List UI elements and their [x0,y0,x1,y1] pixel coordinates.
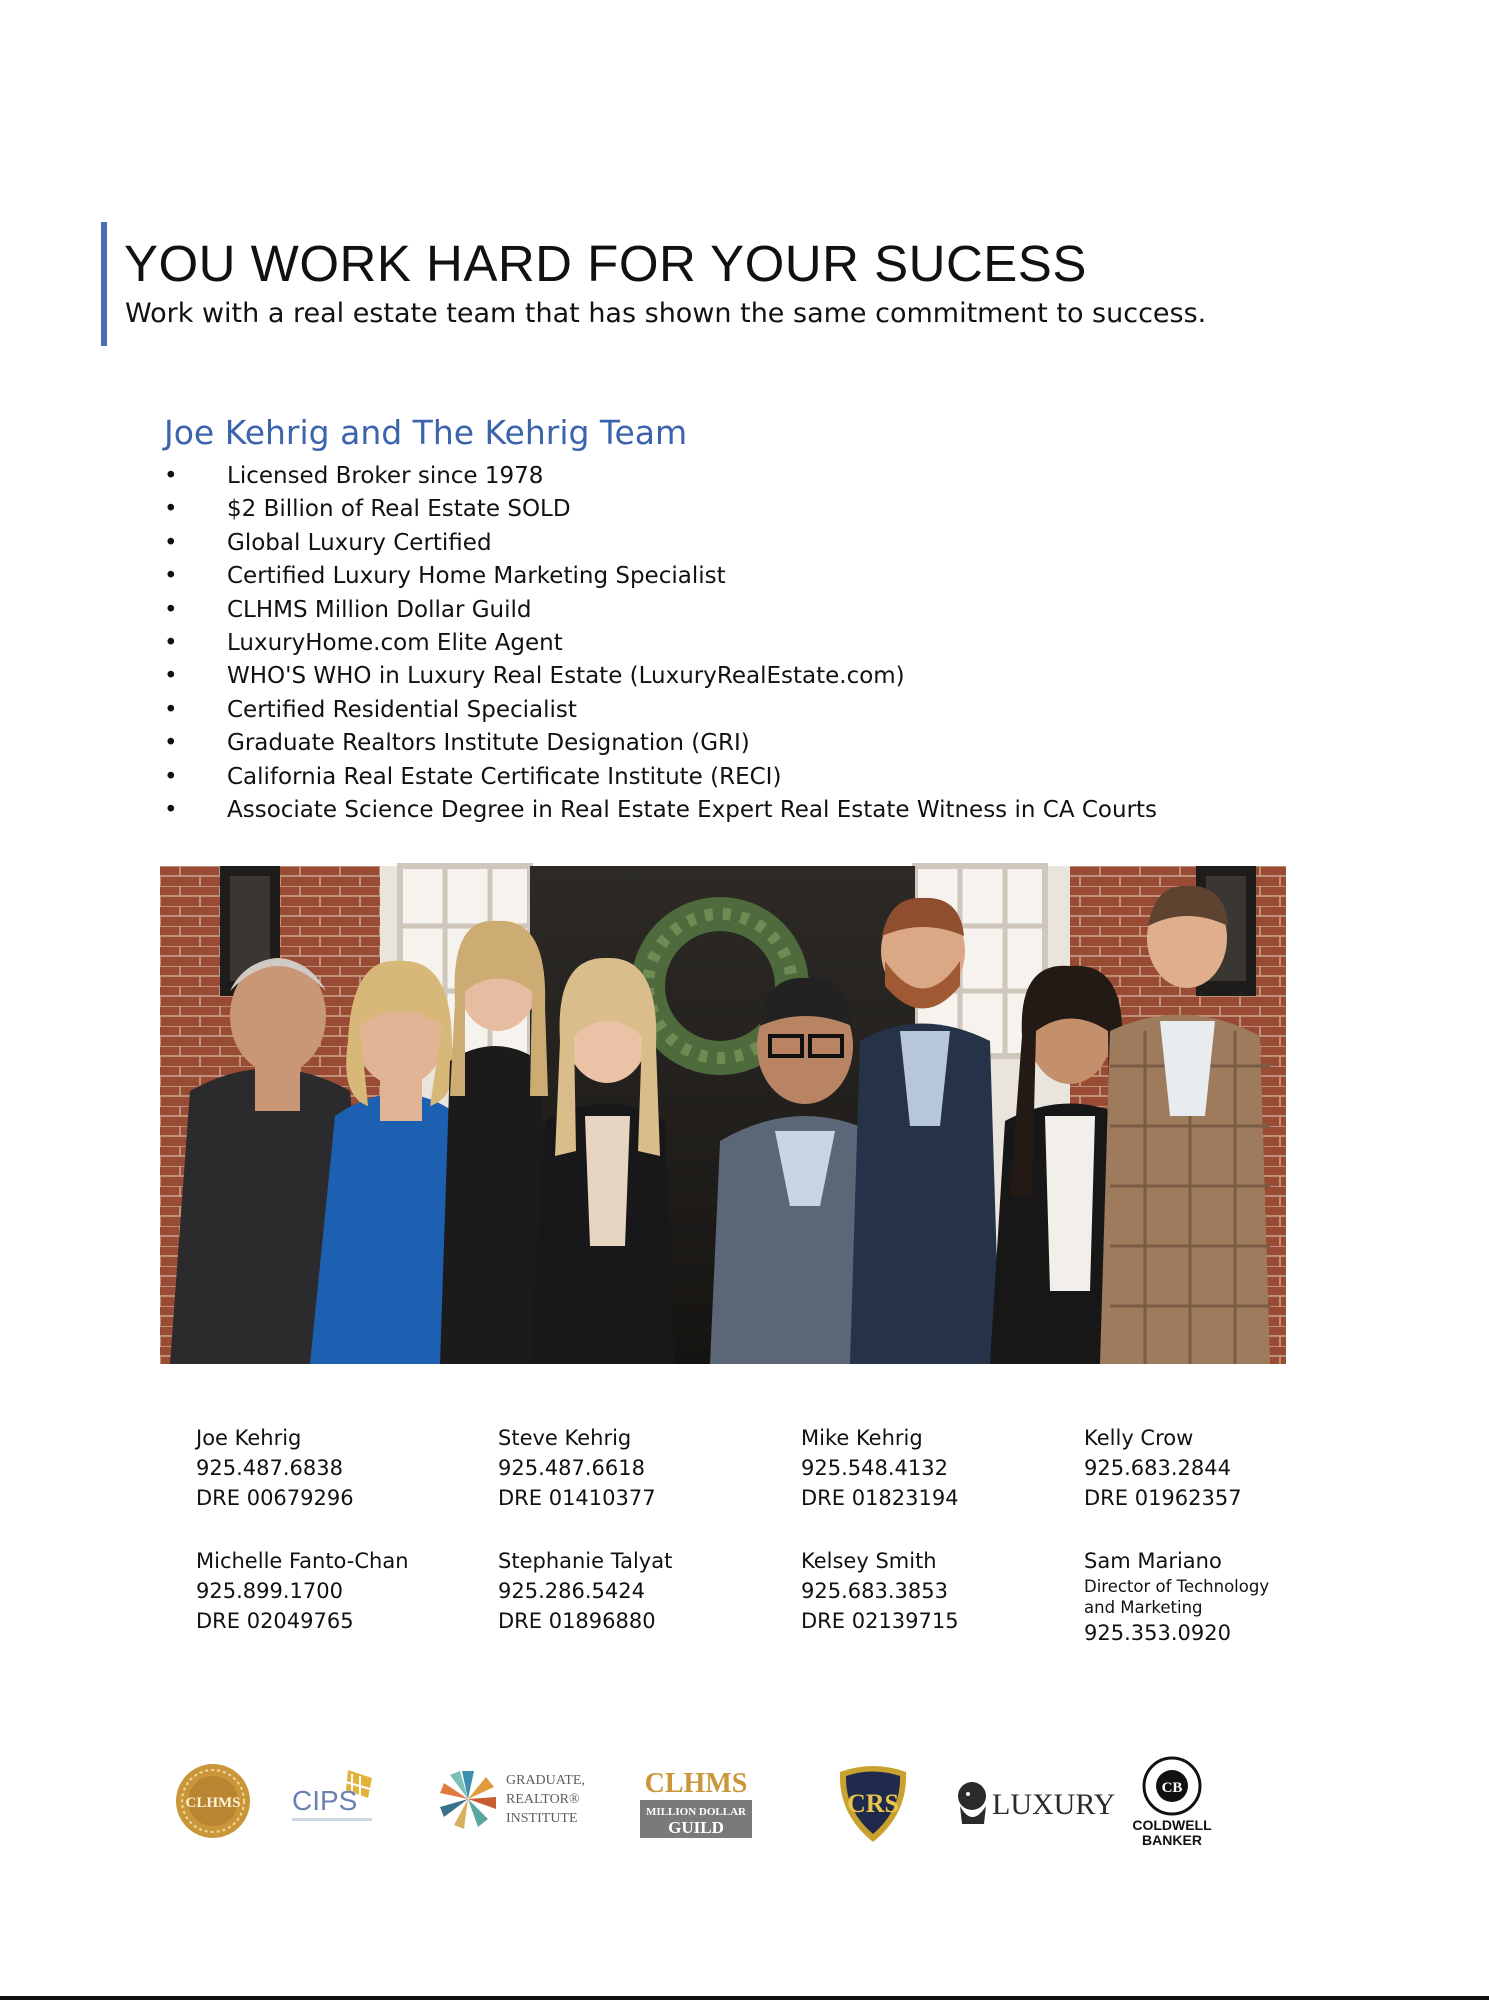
cb-monogram: CB [1161,1780,1183,1796]
guild-bottom-text: GUILD [668,1818,724,1837]
gri-text-line2: REALTOR® [506,1792,580,1807]
contact-name: Kelsey Smith [801,1549,937,1573]
contact-license: DRE 00679296 [196,1486,354,1510]
contact-card [196,1546,409,1636]
bullet-icon: • [164,696,178,723]
bullet-icon: • [164,629,178,656]
credential-item: • WHO'S WHO in Luxury Real Estate (LuxuryRealEstate.com) [164,660,1157,693]
contact-card [498,1546,672,1636]
bullet-icon: • [164,596,178,623]
credential-item: • LuxuryHome.com Elite Agent [164,627,1157,660]
contact-role: Director of Technology [1084,1577,1270,1596]
contact-phone: 925.683.2844 [1084,1456,1231,1480]
contact-license: DRE 01823194 [801,1486,959,1510]
credential-item: • CLHMS Million Dollar Guild [164,594,1157,627]
contact-name: Michelle Fanto-Chan [196,1549,409,1573]
page-subheadline: Work with a real estate team that has shown the same commitment to success. [125,298,1207,329]
clhms-seal-text: CLHMS [185,1795,241,1811]
credential-item: • Licensed Broker since 1978 [164,460,1157,493]
credential-item: • $2 Billion of Real Estate SOLD [164,493,1157,526]
contact-license: DRE 02139715 [801,1609,959,1633]
contact-name: Kelly Crow [1084,1426,1194,1450]
headline-accent-bar [101,222,107,346]
bullet-icon: • [164,663,178,690]
crs-text: CRS [846,1789,900,1818]
bullet-icon: • [164,730,178,757]
gri-logo [436,1766,586,1832]
contact-license: DRE 02049765 [196,1609,354,1633]
banker-text: BANKER [1142,1832,1202,1848]
contact-card [498,1423,656,1513]
bullet-icon: • [164,796,178,823]
credential-item: • Global Luxury Certified [164,527,1157,560]
luxury-text: LUXURY [992,1788,1116,1821]
contact-license: DRE 01410377 [498,1486,656,1510]
bullet-icon: • [164,496,178,523]
contact-phone: 925.353.0920 [1084,1621,1231,1645]
contact-card [196,1423,354,1513]
contact-card [801,1546,959,1636]
crs-shield-logo [834,1764,912,1844]
credential-item: • Certified Residential Specialist [164,694,1157,727]
guild-clhms-text: CLHMS [644,1768,748,1799]
contact-name: Mike Kehrig [801,1426,923,1450]
cips-logo [290,1768,386,1828]
gri-text-line1: GRADUATE, [506,1773,585,1788]
coldwell-banker-logo [1124,1756,1220,1852]
contact-license: DRE 01896880 [498,1609,656,1633]
contact-phone: 925.548.4132 [801,1456,948,1480]
contact-name: Sam Mariano [1084,1549,1222,1573]
bullet-icon: • [164,563,178,590]
gri-text-line3: INSTITUTE [506,1811,578,1826]
credential-item: • Graduate Realtors Institute Designation (GRI) [164,727,1157,760]
contact-card [1084,1423,1242,1513]
contact-name: Joe Kehrig [196,1426,302,1450]
contact-card [801,1423,959,1513]
coldwell-text: COLDWELL [1132,1817,1212,1833]
million-dollar-guild-logo [640,1768,752,1838]
credential-item: • California Real Estate Certificate Institute (RECI) [164,761,1157,794]
contact-license: DRE 01962357 [1084,1486,1242,1510]
cips-text: CIPS [292,1785,358,1816]
contact-phone: 925.487.6838 [196,1456,343,1480]
bullet-icon: • [164,463,178,489]
team-title: Joe Kehrig and The Kehrig Team [164,413,688,452]
contact-role: and Marketing [1084,1598,1203,1617]
contact-phone: 925.286.5424 [498,1579,645,1603]
page-headline: YOU WORK HARD FOR YOUR SUCESS [124,235,1087,292]
contact-phone: 925.487.6618 [498,1456,645,1480]
bottom-rule [0,1996,1489,2000]
bullet-icon: • [164,763,178,790]
bullet-icon: • [164,529,178,556]
contact-phone: 925.683.3853 [801,1579,948,1603]
clhms-seal-logo [174,1762,252,1840]
credentials-list [164,460,1157,827]
team-photo [160,866,1286,1364]
credential-item: • Certified Luxury Home Marketing Specialist [164,560,1157,593]
contact-name: Stephanie Talyat [498,1549,673,1573]
contact-name: Steve Kehrig [498,1426,632,1450]
guild-mid-text: MILLION DOLLAR [646,1806,746,1818]
credential-item: • Associate Science Degree in Real Estate Expert Real Estate Witness in CA Courts [164,794,1157,827]
contact-phone: 925.899.1700 [196,1579,343,1603]
contact-card [1084,1546,1269,1648]
luxury-logo [956,1776,1116,1828]
